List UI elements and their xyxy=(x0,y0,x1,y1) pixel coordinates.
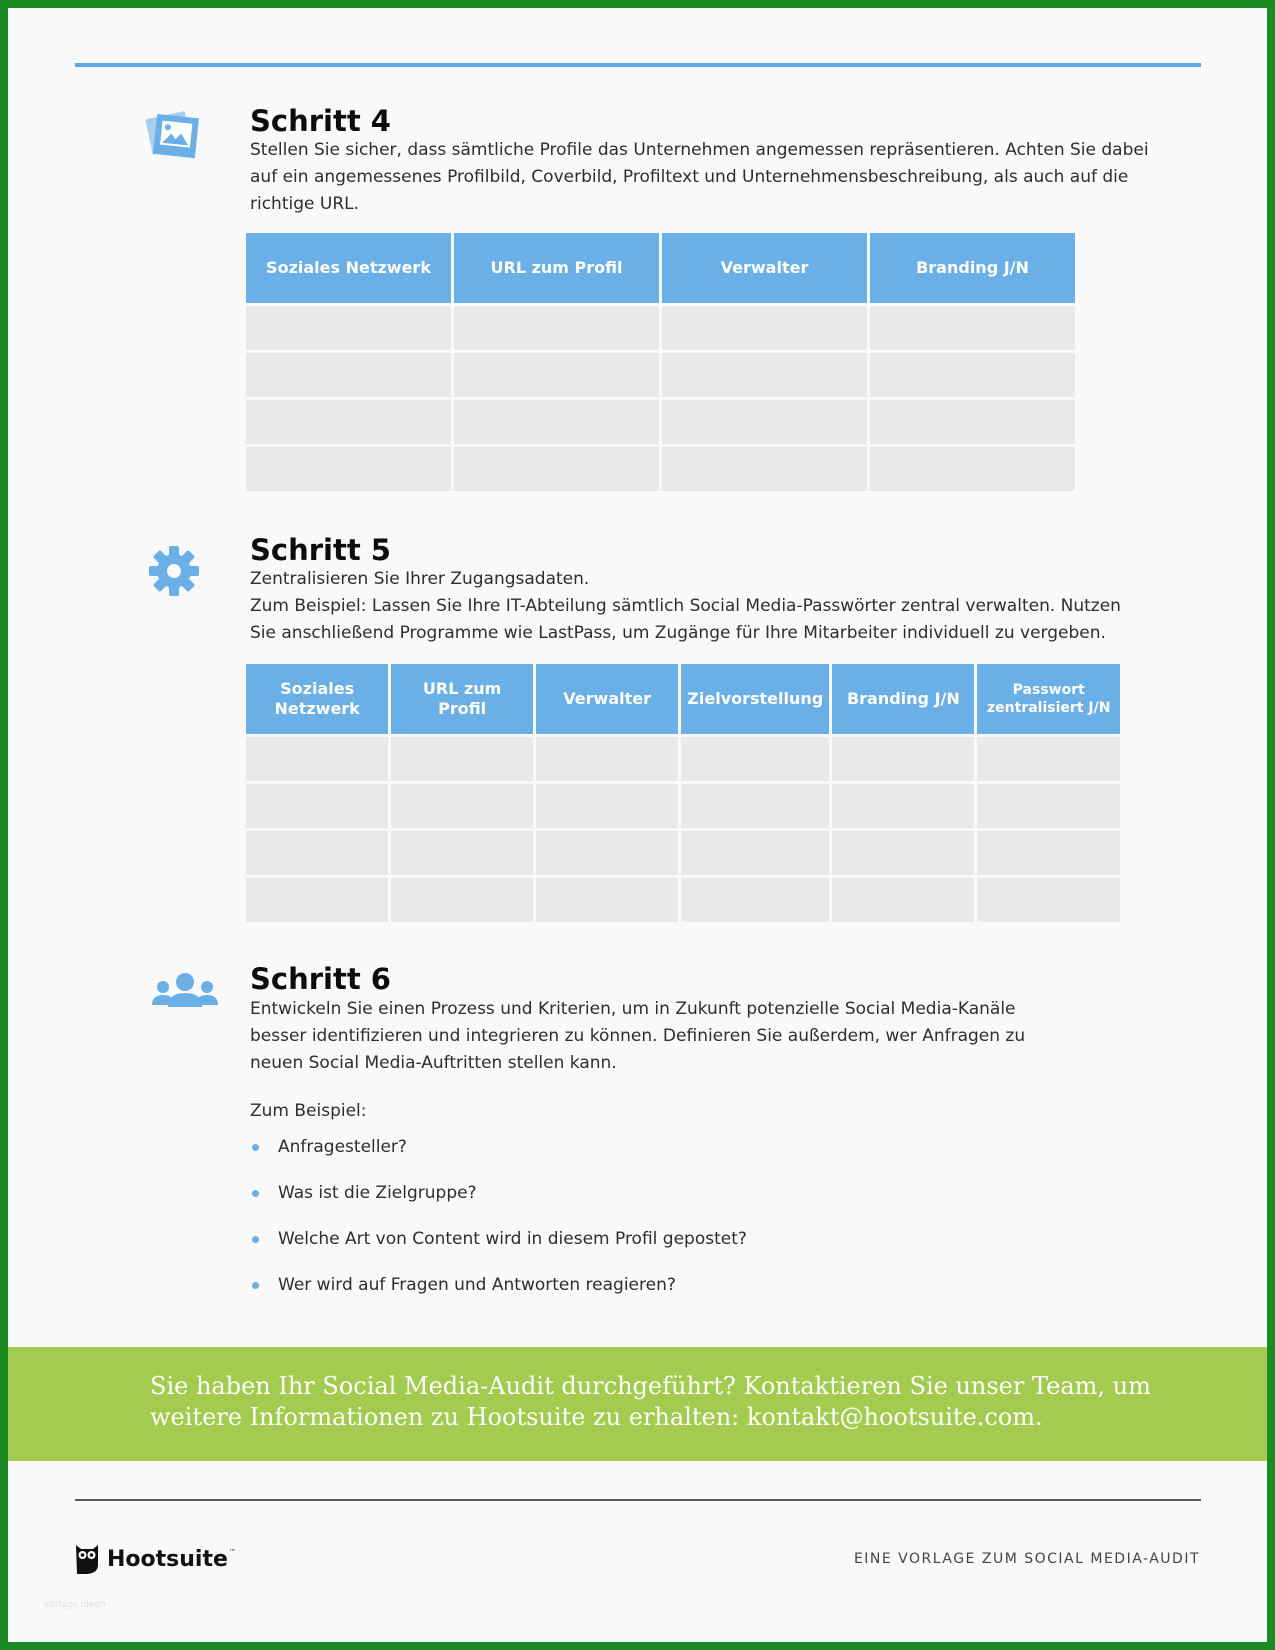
bullet-text: Welche Art von Content wird in diesem Profil gepostet? xyxy=(278,1229,747,1249)
bullet-text: Wer wird auf Fragen und Antworten reagieren? xyxy=(278,1275,676,1295)
table-header: URL zum Profil xyxy=(454,233,659,303)
top-divider xyxy=(75,63,1201,67)
table-cell[interactable] xyxy=(246,831,388,875)
bullet-dot xyxy=(252,1282,259,1289)
table-cell[interactable] xyxy=(870,447,1075,491)
table-cell[interactable] xyxy=(536,878,678,922)
table-cell[interactable] xyxy=(246,878,388,922)
table-row xyxy=(246,353,1075,397)
table-cell[interactable] xyxy=(454,400,659,444)
table-header: Branding J/N xyxy=(870,233,1075,303)
table-cell[interactable] xyxy=(454,447,659,491)
table-cell[interactable] xyxy=(246,737,388,781)
gear-icon xyxy=(148,545,200,597)
table-cell[interactable] xyxy=(662,353,867,397)
table-header: URL zum Profil xyxy=(391,664,533,734)
bullet-text: Was ist die Zielgruppe? xyxy=(278,1183,477,1203)
example-bullet-list xyxy=(250,1136,747,1320)
table-row xyxy=(246,400,1075,444)
table-cell[interactable] xyxy=(662,306,867,350)
hootsuite-logo xyxy=(75,1541,236,1577)
table-header: Soziales Netzwerk xyxy=(246,233,451,303)
step-4-table xyxy=(243,230,1078,494)
step-5-table xyxy=(243,661,1123,925)
footer-tagline: EINE VORLAGE ZUM SOCIAL MEDIA-AUDIT xyxy=(853,1551,1200,1567)
bullet-text: Anfragesteller? xyxy=(278,1137,407,1157)
table-row xyxy=(246,878,1120,922)
table-cell[interactable] xyxy=(536,737,678,781)
table-cell[interactable] xyxy=(246,784,388,828)
table-cell[interactable] xyxy=(662,447,867,491)
table-cell[interactable] xyxy=(246,353,451,397)
step-6-description: Entwickeln Sie einen Prozess und Kriterien, um in Zukunft potenzielle Social Media-Kanäle besser identifizieren und integrieren zu können. Definieren Sie außerdem, wer Anfragen zu neuen Social Media-Auftritten stellen kann. xyxy=(250,999,1026,1073)
brand-name: Hootsuite xyxy=(107,1546,228,1572)
table-cell[interactable] xyxy=(391,878,533,922)
table-cell[interactable] xyxy=(681,784,829,828)
cta-text: Sie haben Ihr Social Media-Audit durchgeführt? Kontaktieren Sie unser Team, um weitere Informationen zu Hootsuite zu erhalten: kontakt@hootsuite.com. xyxy=(150,1372,1151,1431)
table-cell[interactable] xyxy=(681,831,829,875)
example-label: Zum Beispiel: xyxy=(250,1101,367,1121)
list-item xyxy=(250,1182,747,1228)
table-cell[interactable] xyxy=(536,784,678,828)
table-cell[interactable] xyxy=(246,306,451,350)
step-5-title: Schritt 5 xyxy=(250,533,391,567)
photo-icon xyxy=(143,106,203,162)
bottom-divider xyxy=(75,1499,1201,1501)
table-row xyxy=(246,831,1120,875)
bullet-dot xyxy=(252,1144,259,1151)
table-cell[interactable] xyxy=(391,831,533,875)
table-cell[interactable] xyxy=(246,400,451,444)
table-cell[interactable] xyxy=(391,784,533,828)
trademark-mark: ™ xyxy=(228,1548,236,1556)
table-cell[interactable] xyxy=(454,353,659,397)
list-item xyxy=(250,1228,747,1274)
table-cell[interactable] xyxy=(977,784,1120,828)
step-5-description-line1: Zentralisieren Sie Ihrer Zugangsadaten. xyxy=(250,569,590,589)
table-cell[interactable] xyxy=(870,306,1075,350)
table-cell[interactable] xyxy=(681,878,829,922)
table-cell[interactable] xyxy=(832,878,974,922)
table-header: Passwort zentralisiert J/N xyxy=(977,664,1120,734)
step-5-description-line2: Zum Beispiel: Lassen Sie Ihre IT-Abteilung sämtlich Social Media-Passwörter zentral verwalten. Nutzen Sie anschließend Programme wie LastPass, um Zugänge für Ihre Mitarbeiter individuell zu vergeben. xyxy=(250,596,1121,643)
list-item xyxy=(250,1274,747,1320)
table-header: Verwalter xyxy=(662,233,867,303)
table-row xyxy=(246,737,1120,781)
bullet-dot xyxy=(252,1236,259,1243)
table-cell[interactable] xyxy=(662,400,867,444)
table-cell[interactable] xyxy=(832,784,974,828)
table-cell[interactable] xyxy=(246,447,451,491)
table-cell[interactable] xyxy=(870,353,1075,397)
table-cell[interactable] xyxy=(832,831,974,875)
table-cell[interactable] xyxy=(977,878,1120,922)
list-item xyxy=(250,1136,747,1182)
table-header: Verwalter xyxy=(536,664,678,734)
table-row xyxy=(246,447,1075,491)
table-cell[interactable] xyxy=(536,831,678,875)
owl-icon xyxy=(75,1543,99,1575)
table-cell[interactable] xyxy=(977,831,1120,875)
table-header: Branding J/N xyxy=(832,664,974,734)
table-cell[interactable] xyxy=(977,737,1120,781)
table-header: Zielvorstellung xyxy=(681,664,829,734)
table-cell[interactable] xyxy=(454,306,659,350)
step-4-title: Schritt 4 xyxy=(250,104,391,138)
bullet-dot xyxy=(252,1190,259,1197)
table-cell[interactable] xyxy=(832,737,974,781)
table-cell[interactable] xyxy=(870,400,1075,444)
table-row xyxy=(246,306,1075,350)
table-row xyxy=(246,784,1120,828)
people-group-icon xyxy=(150,971,220,1011)
watermark-text: vorlage ideen xyxy=(44,1600,106,1610)
step-6-title: Schritt 6 xyxy=(250,962,391,996)
table-cell[interactable] xyxy=(681,737,829,781)
table-cell[interactable] xyxy=(391,737,533,781)
table-header: Soziales Netzwerk xyxy=(246,664,388,734)
step-4-description: Stellen Sie sicher, dass sämtliche Profile das Unternehmen angemessen repräsentieren. Achten Sie dabei auf ein angemessenes Profilbild, Coverbild, Profiltext und Unternehmensbeschreibung, als auch auf die richtige URL. xyxy=(250,140,1149,214)
cta-banner xyxy=(8,1347,1267,1461)
